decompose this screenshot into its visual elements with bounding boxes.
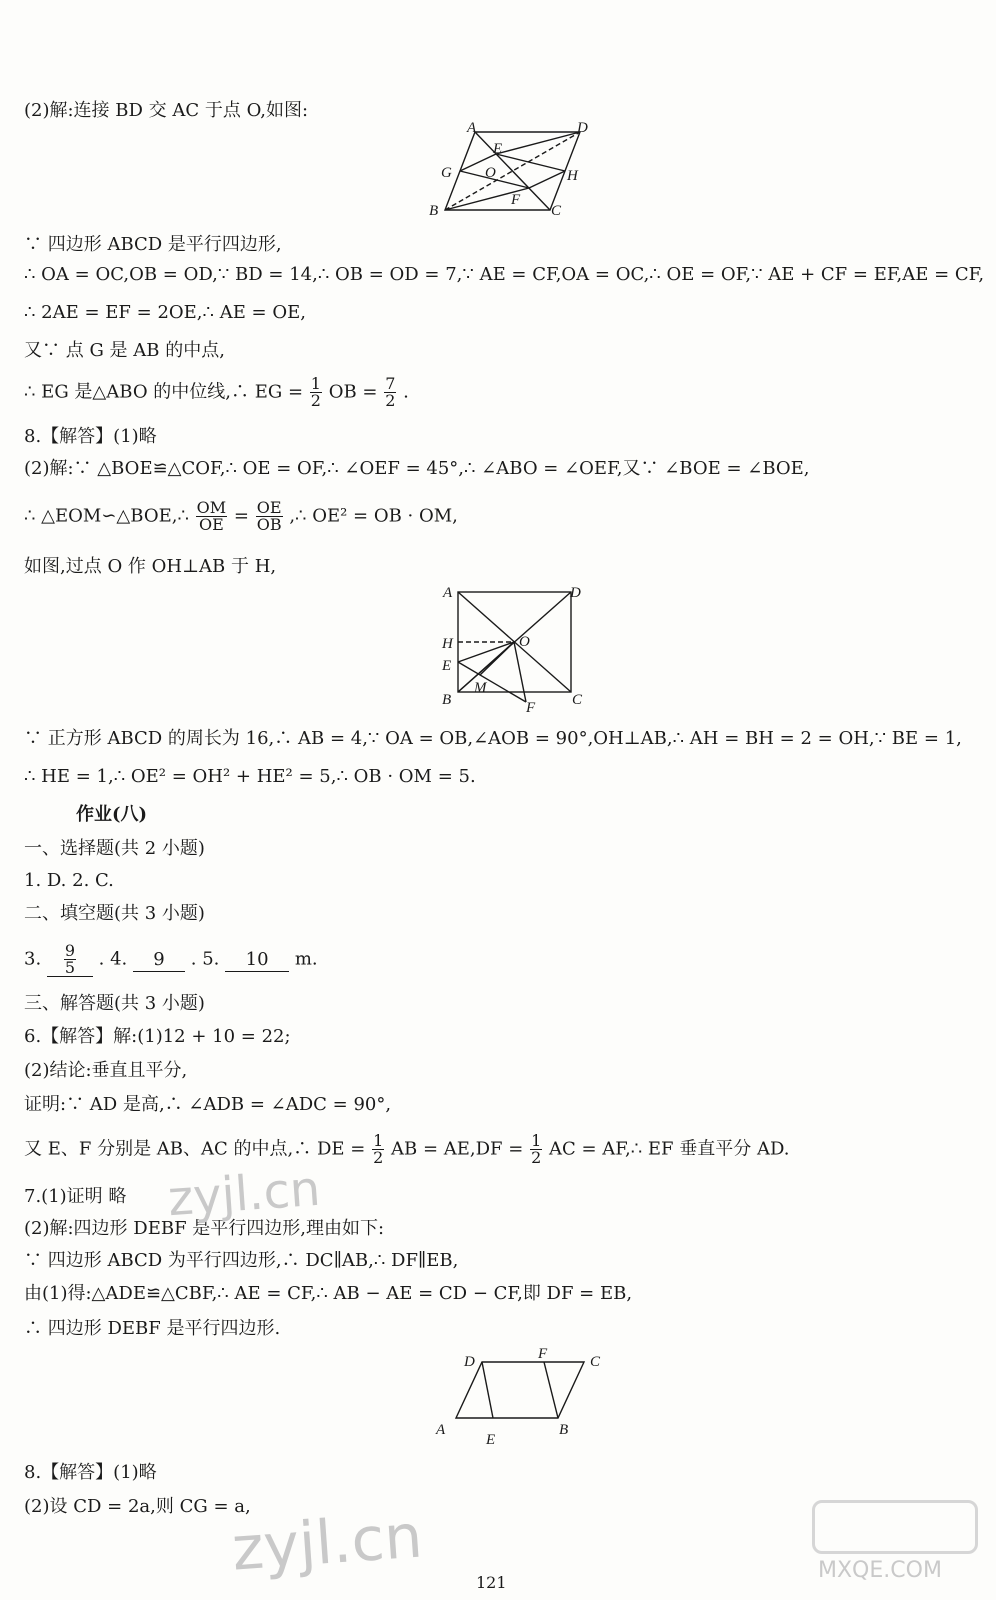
text-line: ∵ 四边形 ABCD 是平行四边形, [24,234,282,255]
label-c: C [551,203,562,219]
label-h: H [567,168,578,184]
text-line: 又∵ 点 G 是 AB 的中点, [24,340,225,361]
text-line: (2)解:四边形 DEBF 是平行四边形,理由如下: [24,1218,385,1239]
label-b: B [442,692,452,708]
label-c: C [572,692,583,708]
text-line: 三、解答题(共 3 小题) [24,993,205,1014]
text-line: 一、选择题(共 2 小题) [24,838,205,859]
answer-blank-4: 9 [133,949,185,972]
label-f: F [526,700,536,716]
label-d: D [570,585,581,601]
label-f: F [511,192,521,208]
text-line: 8.【解答】(1)略 [24,426,157,447]
label-d: D [464,1354,475,1370]
label-d: D [577,120,588,136]
fraction-oe-ob: $\frac{OE}{OB}$ [256,498,282,534]
watermark: zyjl.cn [229,1501,425,1585]
watermark: zyjl.cn [166,1160,323,1228]
label-b: B [429,203,439,219]
fraction-om-oe: $\frac{OM}{OE}$ [196,498,227,534]
label-b: B [559,1422,569,1438]
text-line: (2)设 CD = 2a,则 CG = a, [24,1496,251,1517]
text-line: ∵ 四边形 ABCD 为平行四边形,∴ DC∥AB,∴ DF∥EB, [24,1250,459,1271]
label-f: F [538,1346,548,1362]
label-o: O [519,634,530,650]
text-line: 由(1)得:△ADE≌△CBF,∴ AE = CF,∴ AB − AE = CD − CF,即 DF = EB, [24,1283,633,1304]
label-e: E [493,141,503,157]
text-line: ∵ 正方形 ABCD 的周长为 16,∴ AB = 4,∵ OA = OB,∠AOB = 90°,OH⊥AB,∴ AH = BH = 2 = OH,∵ BE = 1, [24,728,962,749]
label-a: A [467,120,477,136]
text-line: ∴ EG 是△ABO 的中位线,∴ EG = $\frac{1}{2}$ OB = $\frac{7}{2}$ . [24,374,409,410]
text-line: (2)解:∵ △BOE≌△COF,∴ OE = OF,∴ ∠OEF = 45°,∴ ∠ABO = ∠OEF,又∵ ∠BOE = ∠BOE, [24,458,810,479]
text-line: 1. D. 2. C. [24,870,114,891]
fraction-half: $\frac{1}{2}$ [531,1131,542,1167]
page-number: 121 [476,1573,507,1592]
label-c: C [590,1354,601,1370]
label-m: M [474,680,487,696]
text-line: 7.(1)证明 略 [24,1186,127,1207]
answer-blank-3 [47,943,93,977]
label-a: A [443,585,453,601]
label-e: E [486,1432,496,1448]
text-line: 3. $\frac{9}{5}$ . 4. 9 . 5. 10 m. [24,941,318,977]
fraction-nine-fifths: $\frac{9}{5}$ [64,941,76,977]
text-line: 6.【解答】解:(1)12 + 10 = 22; [24,1026,291,1047]
label-a: A [436,1422,446,1438]
section-heading: 作业(八) [76,804,148,825]
figure-square-abcd [438,582,588,716]
text-line: (2)解:连接 BD 交 AC 于点 O,如图: [24,100,309,121]
text-line: 二、填空题(共 3 小题) [24,903,205,924]
label-o: O [485,165,496,181]
text-line: 又 E、F 分别是 AB、AC 的中点,∴ DE = $\frac{1}{2}$ AB = AE,DF = $\frac{1}{2}$ AC = AF,∴ EF 垂直平分 AD. [24,1131,790,1167]
text-line: ∴ △EOM∽△BOE,∴ $\frac{OM}{OE}$ = $\frac{OE}{OB}$ ,∴ OE² = OB · OM, [24,498,458,534]
label-h: H [442,636,453,652]
fraction-half: $\frac{1}{2}$ [310,374,321,410]
fraction-half: $\frac{1}{2}$ [373,1131,384,1167]
fraction-seven-half: $\frac{7}{2}$ [385,374,396,410]
text-line: ∴ OA = OC,OB = OD,∵ BD = 14,∴ OB = OD = 7,∵ AE = CF,OA = OC,∴ OE = OF,∵ AE + CF = EF,AE = CF, [24,264,985,285]
watermark: MXQE.COM [818,1558,942,1583]
answer-blank-5: 10 [225,949,289,972]
text-line: ∴ 2AE = EF = 2OE,∴ AE = OE, [24,302,306,323]
text-line: ∴ HE = 1,∴ OE² = OH² + HE² = 5,∴ OB · OM = 5. [24,766,476,787]
figure-parallelogram-debf [428,1348,613,1448]
text-line: 证明:∵ AD 是高,∴ ∠ADB = ∠ADC = 90°, [24,1094,392,1115]
label-e: E [442,658,452,674]
text-line: 8.【解答】(1)略 [24,1462,157,1483]
figure-parallelogram-abcd [425,120,595,225]
label-g: G [441,165,452,181]
watermark-logo-icon [812,1500,978,1554]
text-line: ∴ 四边形 DEBF 是平行四边形. [24,1318,281,1339]
text-line: (2)结论:垂直且平分, [24,1060,188,1081]
text-line: 如图,过点 O 作 OH⊥AB 于 H, [24,556,277,577]
